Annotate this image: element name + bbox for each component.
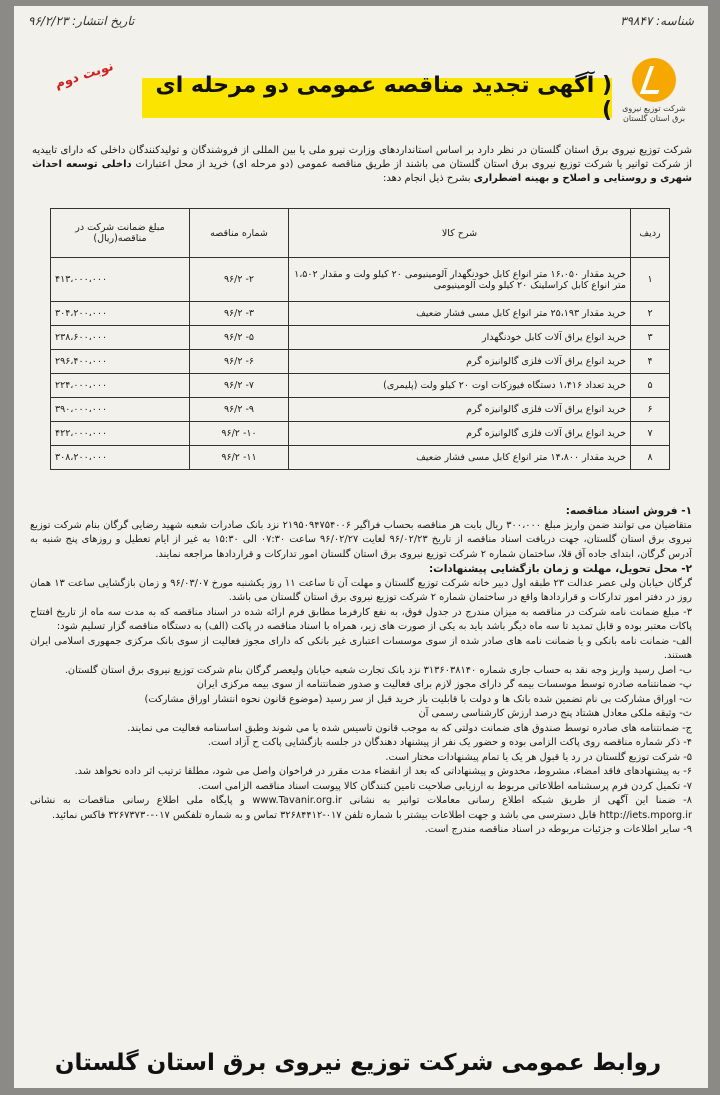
company-logo	[616, 58, 692, 124]
intro-bold: داخلی توسعه احداث شهری و روستایی و اصلاح و بهینه اضطراری	[32, 159, 692, 184]
row-amount: ۳۹۰،۰۰۰،۰۰۰	[51, 398, 190, 422]
row-code: ۵- ۹۶/۲	[190, 326, 289, 350]
col-row-number: ردیف	[631, 209, 670, 258]
section-7-text: ۷- تکمیل کردن فرم پرسشنامه اطلاعاتی مربوط به ارزیابی صلاحیت تامین کنندگان کالا پیوست اسناد مناقصه الزامی است.	[198, 780, 692, 792]
table-row	[51, 374, 670, 398]
lightning-logo-icon	[632, 58, 676, 102]
row-amount: ۲۹۶،۴۰۰،۰۰۰	[51, 350, 190, 374]
row-description: خرید انواع یراق آلات فلزی گالوانیزه گرم	[289, 398, 631, 422]
table-row	[51, 258, 670, 302]
section-3-text: ۳- مبلغ ضمانت نامه شرکت در مناقصه به میزان مندرج در جدول فوق، به نفع کارفرما مطابق فرم ارائه شده در اسناد مناقصه که به مدت سه ماه از تاریخ افتتاح پاکات معتبر بوده و قابل تمدید تا سه ماه دیگر باشد باید به یکی از صورت های زیر، همراه با اسناد مناقصه در پاکت (الف) به دستگاه مناقصه گزار تسلیم شود:	[30, 606, 692, 632]
intro-tail: بشرح ذیل انجام دهد:	[382, 173, 471, 184]
row-number: ۶	[631, 398, 670, 422]
col-guarantee-amount: مبلغ ضمانت شرکت در مناقصه(ریال)	[51, 209, 190, 258]
row-amount: ۴۲۲،۰۰۰،۰۰۰	[51, 422, 190, 446]
row-code: ۷- ۹۶/۲	[190, 374, 289, 398]
table-row	[51, 398, 670, 422]
footer-signature: روابط عمومی شرکت توزیع نیروی برق استان گلستان	[54, 1050, 662, 1076]
row-amount: ۳۰۸،۲۰۰،۰۰۰	[51, 446, 190, 470]
section-2-title: ۲- محل تحویل، مهلت و زمان بازگشایی پیشنهادات:	[428, 563, 692, 575]
table-header-row	[51, 209, 670, 258]
guarantee-pe: پ- ضمانتنامه صادره توسط موسسات بیمه گر دارای مجوز لازم برای فعالیت و صدور ضمانتنامه از سوی بیمه مرکزی ایران	[196, 679, 692, 690]
row-code: ۳- ۹۶/۲	[190, 302, 289, 326]
guarantee-je: ج- ضمانتنامه های صادره توسط صندوق های ضمانت دولتی که به موجب قانون تاسیس شده یا می شوند وطبق اساسنامه فعالیت می نمایند.	[127, 722, 692, 734]
publish-date: تاریخ انتشار: ۹۶/۲/۲۳	[28, 14, 135, 28]
row-number: ۵	[631, 374, 670, 398]
row-number: ۷	[631, 422, 670, 446]
logo-caption: شرکت توزیع نیروی برق استان گلستان	[622, 104, 686, 123]
section-2-text: گرگان خیابان ولی عصر عدالت ۲۳ طبقه اول دبیر خانه شرکت توزیع گلستان و مهلت آن تا ساعت ۱۱ روز یکشنبه مورخ ۹۶/۰۳/۰۷ و زمان بازگشایی ساعت ۱۳ همان روز در دفتر امور تدارکات و قراردادها واقع در ساختمان شماره ۲ شرکت توزیع نیروی برق استان گلستان می باشد.	[30, 577, 693, 603]
section-9-text: ۹- سایر اطلاعات و جزئیات مربوطه در اسناد مناقصه مندرج است.	[424, 824, 692, 835]
row-amount: ۲۲۴،۰۰۰،۰۰۰	[51, 374, 190, 398]
row-amount: ۳۰۴،۲۰۰،۰۰۰	[51, 302, 190, 326]
row-description: خرید مقدار ۲۵،۱۹۳ متر انواع کابل مسی فشار ضعیف	[289, 302, 631, 326]
row-amount: ۴۱۳،۰۰۰،۰۰۰	[51, 258, 190, 302]
row-code: ۹- ۹۶/۲	[190, 398, 289, 422]
round-label: نوبت دوم	[53, 59, 116, 92]
tender-table	[50, 208, 670, 470]
row-description: خرید مقدار ۱۴،۸۰۰ متر انواع کابل مسی فشار ضعیف	[289, 446, 631, 470]
intro-text: شرکت توزیع نیروی برق استان گلستان در نظر دارد بر اساس استانداردهای وزارت نیرو ملی یا بین المللی از فروشندگان و تولیدکنندگان داخلی که دارای تاییدیه از شرکت توانیر یا شرکت توزیع نیروی برق استان گلستان می باشند از طریق مناقصه عمومی (دو مرحله ای) خرید از محل اعتبارات	[32, 145, 692, 170]
table-row	[51, 326, 670, 350]
row-code: ۲- ۹۶/۲	[190, 258, 289, 302]
section-8-text: ۸- ضمنا این آگهی از طریق شبکه اطلاع رسانی معاملات توانیر به نشانی www.Tavanir.org.ir و پایگاه ملی اطلاع رسانی مناقصات به نشانی http://iets.mporg.ir قابل دسترسی می باشد و جهت اطلاعات بیشتر با شماره تلفن ۰۱۷-۳۲۶۸۴۴۱۲ تماس و به شماره تلفکس ۰۱۷-۳۲۶۷۳۷۳۰ فاکس نمائید.	[30, 795, 692, 821]
table-row	[51, 350, 670, 374]
table-row	[51, 302, 670, 326]
section-1-text: متقاضیان می توانند ضمن واریز مبلغ ۳۰۰،۰۰۰ ریال بابت هر مناقصه بحساب فراگیر ۲۱۹۵۰۹۴۷۵۴۰۰۶ نزد بانک صادرات شعبه شهید رضایی گرگان بنام شرکت توزیع نیروی برق استان گلستان، جهت دریافت اسناد مناقصه از تاریخ ۹۶/۰۲/۲۳ لغایت ۹۶/۰۲/۲۷ ساعت ۰۷:۳۰ الی ۱۵:۳۰ به غیر از ایام تعطیل و روزهای پنج شنبه به آدرس گرگان، ابتدای جاده آق قلا، ساختمان شماره ۲ شرکت توزیع نیروی برق استان گلستان امور تدارکات و قراردادها مراجعه نمایند.	[30, 519, 692, 560]
section-5-text: ۵- شرکت توزیع گلستان در رد یا قبول هر یک یا تمام پیشنهادات مختار است.	[385, 751, 692, 763]
row-number: ۲	[631, 302, 670, 326]
row-number: ۳	[631, 326, 670, 350]
guarantee-se: ث- وثیقه ملکی معادل هشتاد پنج درصد ارزش کارشناسی رسمی آن	[418, 708, 692, 719]
id-label: شناسه: ۳۹۸۴۷	[620, 14, 694, 28]
guarantee-alef: الف- ضمانت نامه بانکی و یا ضمانت نامه های صادر شده از سوی موسسات اعتباری غیر بانکی که دارای مجوز فعالیت از سوی بانک مرکزی جمهوری اسلامی ایران هستند.	[30, 635, 692, 661]
table-row	[51, 446, 670, 470]
advertisement-sheet	[14, 6, 708, 1088]
row-description: خرید مقدار ۱۶،۰۵۰ متر انواع کابل خودنگهدار آلومینیومی ۲۰ کیلو ولت و مقدار ۱،۵۰۲ متر انواع کابل کراسلینک ۲۰ کیلو ولت آلومینیومی	[289, 258, 631, 302]
conditions-section	[30, 504, 692, 838]
row-number: ۴	[631, 350, 670, 374]
row-code: ۱۱- ۹۶/۲	[190, 446, 289, 470]
row-number: ۱	[631, 258, 670, 302]
title-banner	[142, 73, 612, 123]
row-number: ۸	[631, 446, 670, 470]
section-1-title: ۱- فروش اسناد مناقصه:	[565, 505, 692, 517]
row-description: خرید انواع یراق آلات فلزی گالوانیزه گرم	[289, 422, 631, 446]
col-tender-number: شماره مناقصه	[190, 209, 289, 258]
row-description: خرید انواع یراق آلات کابل خودنگهدار	[289, 326, 631, 350]
row-amount: ۲۳۸،۶۰۰،۰۰۰	[51, 326, 190, 350]
section-6-text: ۶- به پیشنهادهای فاقد امضاء، مشروط، مخدوش و پیشنهاداتی که بعد از انقضاء مدت مقرر در فراخوان واصل می شود، مطلقا ترتیب اثر داده نخواهد شد.	[74, 766, 692, 777]
row-description: خرید انواع یراق آلات فلزی گالوانیزه گرم	[289, 350, 631, 374]
page-title: ( آگهی تجدید مناقصه عمومی دو مرحله ای )	[155, 73, 612, 123]
table-row	[51, 422, 670, 446]
col-description: شرح کالا	[289, 209, 631, 258]
guarantee-te: ت- اوراق مشارکت بی نام تضمین شده بانک ها و دولت با قابلیت باز خرید قبل از سر رسید (موضوع قانون نحوه انتشار اوراق مشارکت)	[144, 693, 692, 705]
intro-paragraph	[32, 144, 692, 186]
section-4-text: ۴- ذکر شماره مناقصه روی پاکت الزامی بوده و حضور یک نفر از پیشنهاد دهندگان در جلسه بازگشایی پاکت ح آزاد است.	[207, 737, 692, 748]
row-description: خرید تعداد ۱،۴۱۶ دستگاه فیوزکات اوت ۲۰ کیلو ولت (پلیمری)	[289, 374, 631, 398]
guarantee-be: ب- اصل رسید واریز وجه نقد به حساب جاری شماره ۳۱۳۶۰۳۸۱۴۰ نزد بانک تجارت شعبه خیابان ولیعصر گرگان بنام شرکت توزیع نیروی برق استان گلستان.	[64, 664, 692, 676]
row-code: ۱۰- ۹۶/۲	[190, 422, 289, 446]
row-code: ۶- ۹۶/۲	[190, 350, 289, 374]
